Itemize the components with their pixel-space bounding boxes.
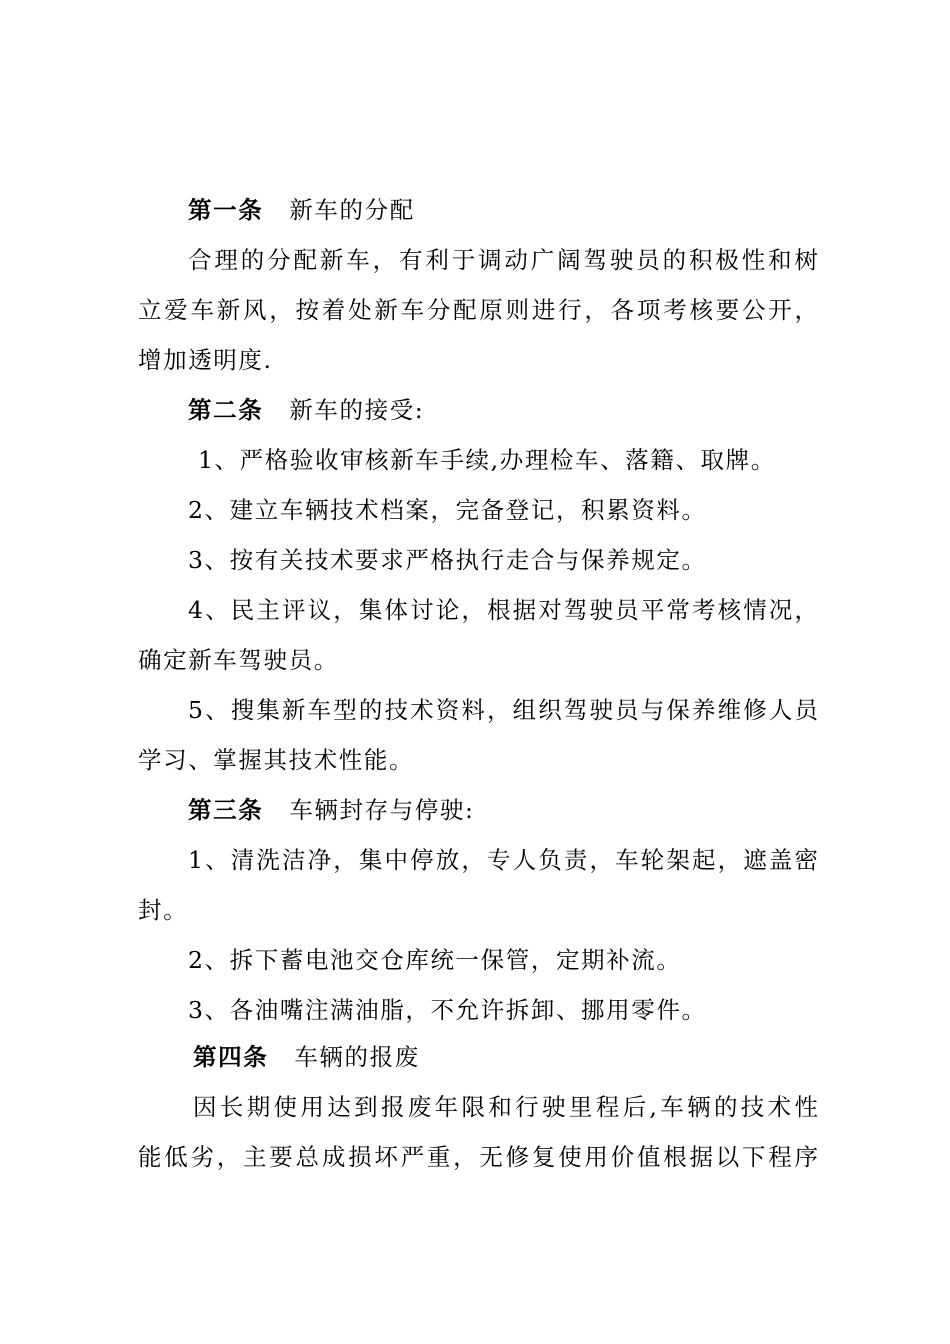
article-2-title: 新车的接受:	[289, 396, 425, 424]
article-2-item-1: 1、严格验收审核新车手续,办理检车、落籍、取牌。	[198, 446, 776, 474]
article-3-item-1-line-2: 封。	[138, 896, 189, 924]
article-3-item-1-line-1: 1、清洗洁净，集中停放，专人负责，车轮架起，遮盖密	[188, 846, 818, 874]
article-3-heading	[188, 795, 868, 825]
article-4-body-line-2: 能低劣，主要总成损坏严重，无修复使用价值根据以下程序	[138, 1143, 818, 1171]
article-2-item-5-line-2: 学习、掌握其技术性能。	[138, 746, 415, 774]
article-3-item-2: 2、拆下蓄电池交仓库统一保管，定期补流。	[188, 946, 682, 974]
article-3-item-3: 3、各油嘴注满油脂，不允许拆卸、挪用零件。	[188, 996, 707, 1024]
article-2-item-2: 2、建立车辆技术档案，完备登记，积累资料。	[188, 496, 707, 524]
article-2-item-5-line-1: 5、搜集新车型的技术资料，组织驾驶员与保养维修人员	[188, 696, 818, 724]
article-4-label: 第四条	[193, 1043, 269, 1071]
article-2-item-4-line-1: 4、民主评议，集体讨论，根据对驾驶员平常考核情况，	[188, 596, 818, 624]
article-1-body-line-2: 立爱车新风，按着处新车分配原则进行，各项考核要公开，	[138, 296, 818, 324]
article-2-label: 第二条	[188, 396, 264, 424]
article-1-body-line-3: 增加透明度.	[138, 346, 273, 374]
article-4-title: 车辆的报废	[294, 1043, 420, 1071]
article-1-title: 新车的分配	[289, 196, 415, 224]
article-2-heading	[188, 395, 868, 425]
article-4-heading	[193, 1042, 873, 1072]
article-1-heading	[188, 195, 868, 225]
article-3-label: 第三条	[188, 796, 264, 824]
article-2-item-4-line-2: 确定新车驾驶员。	[138, 646, 339, 674]
article-2-item-3: 3、按有关技术要求严格执行走合与保养规定。	[188, 546, 707, 574]
article-3-title: 车辆封存与停驶:	[289, 796, 475, 824]
article-4-body-line-1: 因长期使用达到报废年限和行驶里程后,车辆的技术性	[193, 1093, 818, 1121]
article-1-label: 第一条	[188, 196, 264, 224]
article-1-body-line-1: 合理的分配新车，有利于调动广阔驾驶员的积极性和树	[188, 246, 818, 274]
